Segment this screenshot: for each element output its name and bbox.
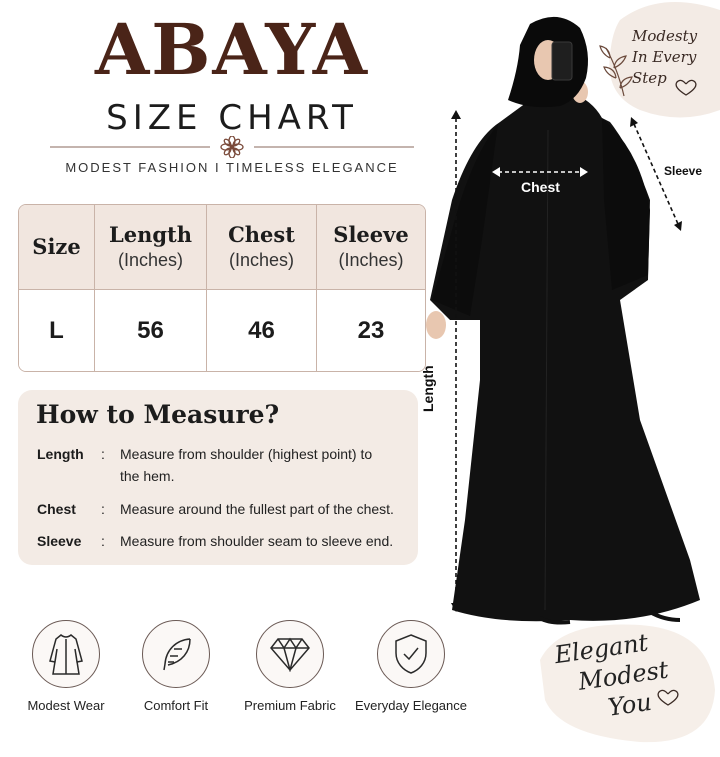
measure-colon: : <box>101 501 105 517</box>
measure-term: Sleeve <box>37 533 82 549</box>
sleeve-measure-label: Sleeve <box>664 164 703 178</box>
chest-unit: (Inches) <box>228 250 295 270</box>
measure-desc: Measure from shoulder seam to sleeve end. <box>120 533 394 549</box>
modesty-badge <box>632 26 712 89</box>
measure-desc: Measure from shoulder (highest point) to the hem. <box>120 446 373 484</box>
feature-label: Premium Fabric <box>244 698 336 713</box>
sleeve-header-cell <box>317 205 425 290</box>
how-to-measure-title: How to Measure? <box>36 400 280 429</box>
chest-header: Chest <box>228 222 295 247</box>
measure-desc: Measure around the fullest part of the chest. <box>120 501 394 517</box>
length-measure-label: Length <box>420 365 436 412</box>
sleeve-unit: (Inches) <box>338 250 404 270</box>
script-line: Modest <box>576 655 671 696</box>
chest-header-cell <box>207 205 317 290</box>
feature-label: Modest Wear <box>27 698 105 713</box>
feature-modest-wear <box>6 620 126 713</box>
length-header: Length <box>108 222 193 247</box>
size-header-cell <box>19 205 95 290</box>
measure-term: Chest <box>37 501 76 517</box>
page-subtitle: SIZE CHART <box>106 98 358 138</box>
size-value: L <box>19 290 95 371</box>
sleeve-value: 23 <box>317 290 425 371</box>
length-value: 56 <box>95 290 207 371</box>
page-title: ABAYA <box>94 8 370 91</box>
size-header: Size <box>32 234 81 259</box>
feature-premium-fabric <box>230 620 350 713</box>
measure-term: Length <box>37 446 84 462</box>
badge-line: In Every <box>632 48 697 66</box>
flower-ornament-icon <box>50 136 414 158</box>
length-header-cell <box>95 205 207 290</box>
measure-colon: : <box>101 533 105 549</box>
dress-icon <box>32 620 100 688</box>
measure-colon: : <box>101 446 105 462</box>
feature-comfort-fit <box>116 620 236 713</box>
chest-measure-label: Chest <box>521 179 560 195</box>
badge-line: Modesty <box>632 27 698 45</box>
feature-label: Everyday Elegance <box>354 698 467 713</box>
elegant-modest-you-script <box>548 630 708 720</box>
badge-line: Step <box>632 69 667 87</box>
length-unit: (Inches) <box>117 250 184 270</box>
diamond-icon <box>256 620 324 688</box>
tagline: MODEST FASHION I TIMELESS ELEGANCE <box>65 160 399 175</box>
feather-icon <box>142 620 210 688</box>
chest-value: 46 <box>207 290 317 371</box>
feature-label: Comfort Fit <box>143 698 209 713</box>
size-table <box>18 204 426 372</box>
script-line: Elegant <box>552 628 650 670</box>
script-line: You <box>606 687 654 722</box>
sleeve-header: Sleeve <box>333 222 409 247</box>
